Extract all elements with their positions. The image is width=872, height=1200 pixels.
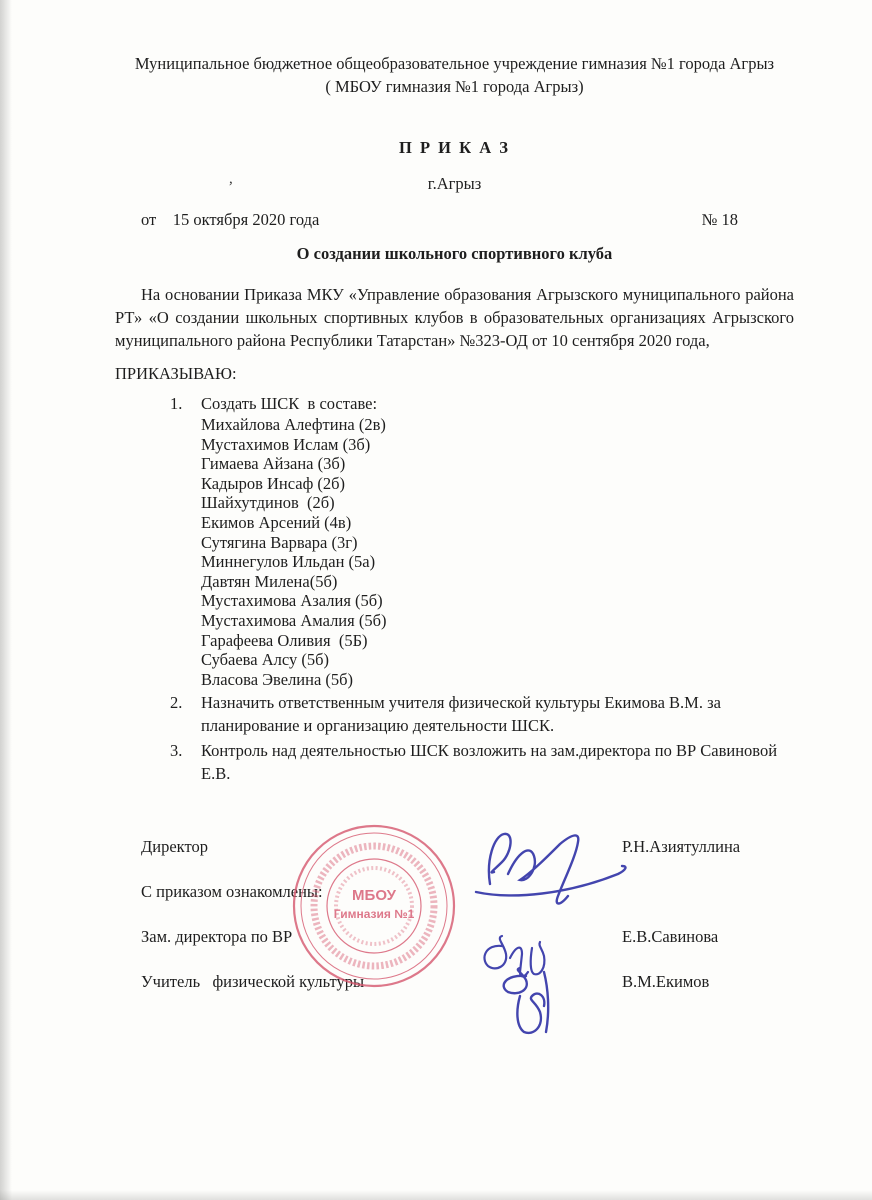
- members-list: [201, 415, 794, 689]
- member-name: Гарафеева Оливия (5Б): [201, 630, 368, 650]
- document-header: [115, 52, 794, 98]
- signature-row-deputy: [141, 925, 794, 948]
- item-text: Создать ШСК в составе:: [201, 394, 378, 413]
- order-word: ПРИКАЗЫВАЮ:: [115, 364, 237, 383]
- signature-name: Е.В.Савинова: [622, 927, 719, 947]
- member-name: Гимаева Айзана (3б): [201, 454, 346, 474]
- member-name: Власова Эвелина (5б): [201, 669, 354, 689]
- signature-role: С приказом ознакомлены:: [141, 882, 323, 902]
- signature-role: Учитель физической культуры: [141, 972, 365, 992]
- member-name: Шайхутдинов (2б): [201, 493, 335, 513]
- scan-artifact-comma: ,: [229, 171, 233, 187]
- header-org-name: Муниципальное бюджетное общеобразовательное учреждение гимназия №1 города Агрыз: [134, 54, 775, 73]
- preamble-paragraph: На основании Приказа МКУ «Управление образования Агрызского муниципального района РТ» «О создании школьных спортивных клубов в образовательных организациях Агрызского муниципального района Республики Татарстан» №323-ОД от 10 сентября 2020 года,: [115, 285, 794, 350]
- member-name: Мустахимова Амалия (5б): [201, 610, 387, 630]
- member-name: Миннегулов Ильдан (5а): [201, 552, 376, 572]
- signature-block: [141, 835, 794, 993]
- stamp-line1: МБОУ: [352, 887, 396, 904]
- date-number-row: [141, 208, 794, 231]
- order-list: [115, 392, 794, 785]
- stamp-line2: Гимназия №1: [333, 907, 415, 921]
- signature-name: В.М.Екимов: [622, 972, 710, 992]
- item-text: Контроль над деятельностью ШСК возложить на зам.директора по ВР Савиновой Е.В.: [201, 741, 778, 784]
- signature-name: [501, 880, 622, 903]
- order-item-2: [115, 691, 794, 737]
- member-name: Кадыров Инсаф (2б): [201, 473, 346, 493]
- item-number: 2.: [170, 693, 183, 713]
- document-number: № 18: [701, 210, 738, 229]
- order-item-3: [115, 739, 794, 785]
- document-date: от 15 октября 2020 года: [141, 210, 320, 229]
- order-item-1: [115, 392, 794, 689]
- signature-role: Директор: [141, 837, 208, 857]
- item-number: 3.: [170, 741, 183, 761]
- item-text: Назначить ответственным учителя физической культуры Екимова В.М. за планирование и организацию деятельности ШСК.: [201, 693, 721, 736]
- member-name: Екимов Арсений (4в): [201, 512, 352, 532]
- document-subject: О создании школьного спортивного клуба: [296, 244, 613, 263]
- member-name: Сутягина Варвара (3г): [201, 532, 358, 552]
- signature-role: Зам. директора по ВР: [141, 927, 293, 947]
- member-name: Мустахимова Азалия (5б): [201, 591, 383, 611]
- signature-row-acknowledged: [141, 880, 794, 903]
- signature-row-director: [141, 835, 794, 858]
- member-name: Михайлова Алефтина (2в): [201, 415, 386, 434]
- header-org-short-name: ( МБОУ гимназия №1 города Агрыз): [325, 77, 584, 96]
- signature-name: Р.Н.Азиятуллина: [622, 837, 741, 857]
- item-number: 1.: [170, 394, 183, 413]
- document-title: П Р И К А З: [399, 138, 510, 157]
- member-name: Давтян Милена(5б): [201, 571, 338, 591]
- signature-row-teacher: [141, 970, 794, 993]
- member-name: Субаева Алсу (5б): [201, 650, 329, 670]
- document-city: г.Агрыз: [427, 174, 482, 193]
- member-name: Мустахимов Ислам (3б): [201, 434, 371, 454]
